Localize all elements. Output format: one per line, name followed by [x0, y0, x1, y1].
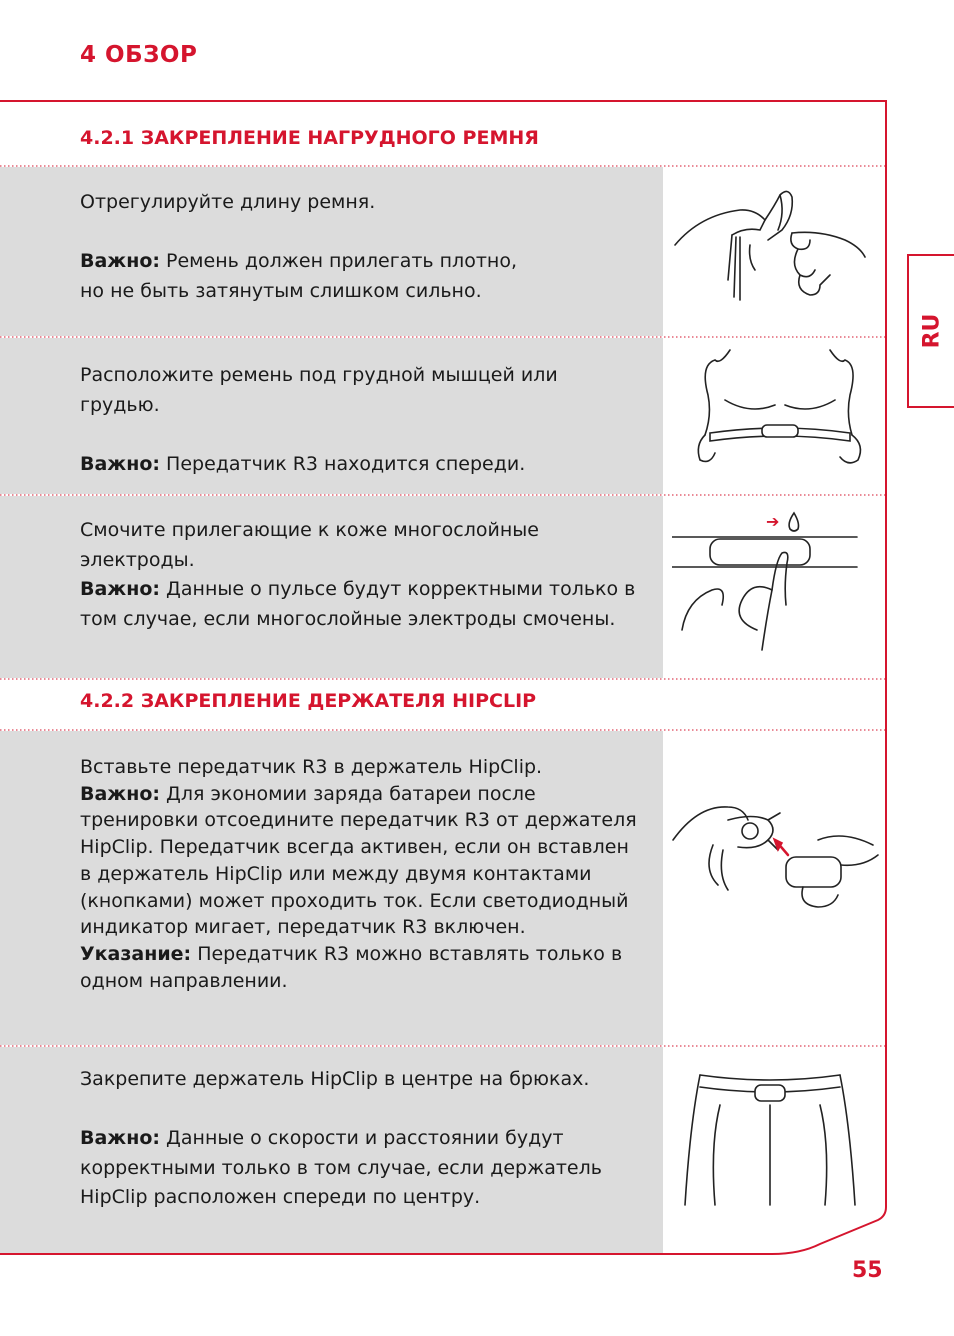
- note-label: Важно:: [80, 452, 160, 475]
- note-label: Важно:: [80, 1127, 160, 1149]
- inserting-transmitter-into-hipclip-image: [668, 795, 883, 920]
- note-text: Для экономии заряда батареи после тренировки отсоедините передатчик R3 от держателя HipClip. Передатчик всегда активен, если он вставлен в держатель HipClip или между двумя контактами (кнопками) может проходить ток. Если светодиодный индикатор мигает, передатчик R3 включен.: [80, 782, 637, 939]
- section-title-chest-strap: 4.2.1 ЗАКРЕПЛЕНИЕ НАГРУДНОГО РЕМНЯ: [80, 127, 539, 149]
- step-note: [80, 450, 640, 480]
- step-instruction: Расположите ремень под грудной мышцей или грудью.: [80, 364, 558, 416]
- step-text-position-strap: [80, 361, 640, 479]
- finger-moistening-electrode-image: [672, 505, 862, 655]
- step-text-moisten-electrodes: [80, 516, 640, 634]
- step-note: [80, 781, 640, 941]
- torso-with-chest-strap-image: [690, 345, 870, 475]
- step-note: [80, 1124, 640, 1213]
- note-label: Важно:: [80, 782, 160, 805]
- step-note: [80, 247, 640, 277]
- step-note-continued: но не быть затянутым слишком сильно.: [80, 279, 482, 302]
- step-text-insert-transmitter: [80, 754, 640, 994]
- step-instruction: Отрегулируйте длину ремня.: [80, 191, 376, 213]
- language-tab: [907, 254, 954, 408]
- svg-text:➔: ➔: [766, 512, 780, 531]
- note-label: Важно:: [80, 250, 160, 272]
- hint-label: Указание:: [80, 942, 192, 965]
- step-instruction: Смочите прилегающие к коже многослойные электроды.: [80, 519, 539, 571]
- trousers-with-hipclip-image: [680, 1065, 860, 1210]
- note-line: Ремень должен прилегать плотно,: [160, 250, 517, 272]
- language-tab-label: RU: [919, 313, 944, 349]
- note-label: Важно:: [80, 578, 160, 600]
- step-instruction: Закрепите держатель HipClip в центре на брюках.: [80, 1068, 590, 1090]
- chapter-title: 4 ОБЗОР: [80, 42, 198, 68]
- step-instruction: Вставьте передатчик R3 в держатель HipClip.: [80, 756, 543, 778]
- note-text: Данные о пульсе будут корректными только в том случае, если многослойные электроды смочены.: [80, 578, 636, 630]
- step-text-adjust-strap: [80, 188, 640, 306]
- step-text-attach-hipclip: [80, 1065, 640, 1213]
- step-hint: [80, 941, 640, 994]
- note-text: Передатчик R3 находится спереди.: [160, 452, 526, 475]
- note-text: Данные о скорости и расстоянии будут корректными только в том случае, если держатель HipClip расположен спереди по центру.: [80, 1127, 602, 1208]
- section-title-hipclip: 4.2.2 ЗАКРЕПЛЕНИЕ ДЕРЖАТЕЛЯ HIPCLIP: [80, 690, 537, 712]
- hands-adjusting-strap-image: [670, 185, 870, 315]
- hint-text: Передатчик R3 можно вставлять только в одном направлении.: [80, 942, 623, 992]
- step-note: [80, 575, 640, 634]
- page-number: 55: [852, 1258, 883, 1283]
